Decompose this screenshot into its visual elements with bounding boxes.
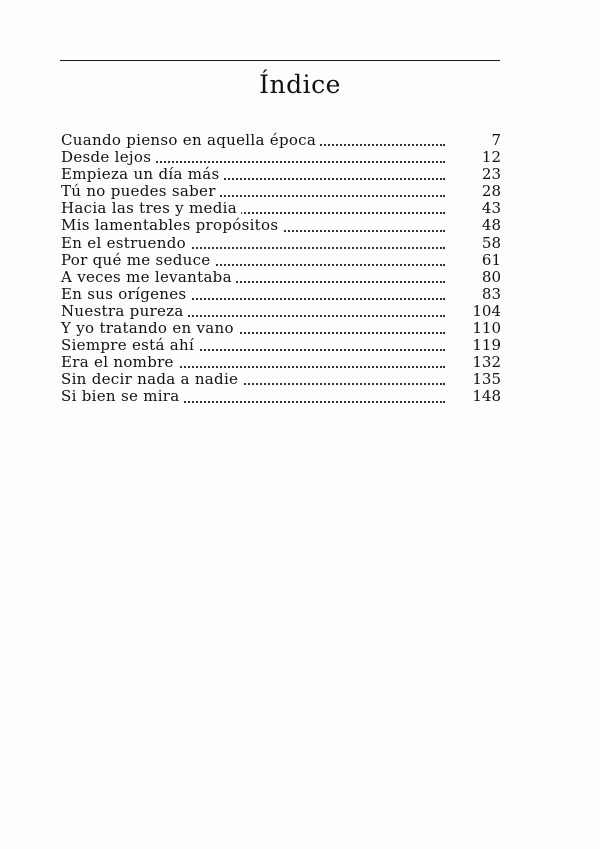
- toc-entry-title: En el estruendo: [61, 235, 190, 252]
- toc-entry-page: 7: [491, 131, 501, 149]
- toc-entry: [61, 269, 501, 286]
- table-of-contents: [61, 132, 501, 406]
- toc-entry-title: Desde lejos: [61, 149, 155, 166]
- toc-entry-title: Tú no puedes saber: [61, 183, 220, 200]
- toc-entry-page: 83: [481, 284, 501, 303]
- toc-entry-page: 12: [481, 148, 501, 167]
- toc-entry-title: Por qué me seduce: [61, 252, 214, 269]
- toc-entry-page: 80: [481, 267, 501, 286]
- toc-entry-title: Hacia las tres y media: [61, 200, 241, 217]
- toc-entry: [61, 200, 501, 217]
- toc-entry-title: En sus orígenes: [61, 286, 190, 303]
- toc-entry-title: Nuestra pureza: [61, 303, 188, 320]
- toc-entry: [61, 371, 501, 388]
- toc-entry: [61, 320, 501, 337]
- toc-entry-page: 48: [481, 216, 501, 235]
- toc-entry: [61, 388, 501, 405]
- toc-entry-title: Y yo tratando en vano: [61, 320, 238, 337]
- toc-entry-page: 110: [472, 319, 501, 338]
- toc-entry-title: A veces me levantaba: [61, 269, 236, 286]
- toc-entry: [61, 252, 501, 269]
- page-title: Índice: [259, 70, 341, 99]
- toc-entry-page: 23: [481, 165, 501, 184]
- toc-entry-page: 58: [481, 233, 501, 252]
- toc-entry-title: Mis lamentables propósitos: [61, 217, 282, 234]
- toc-entry-title: Cuando pienso en aquella época: [61, 132, 320, 149]
- toc-entry-title: Empieza un día más: [61, 166, 224, 183]
- header-rule: [60, 60, 500, 61]
- toc-entry-page: 104: [472, 301, 501, 320]
- toc-entry: [61, 132, 501, 149]
- toc-entry: [61, 235, 501, 252]
- toc-entry-page: 148: [472, 387, 501, 406]
- toc-entry-page: 28: [481, 182, 501, 201]
- toc-entry: [61, 149, 501, 166]
- toc-entry-page: 43: [481, 199, 501, 218]
- toc-entry-title: Siempre está ahí: [61, 337, 198, 354]
- toc-entry: [61, 217, 501, 234]
- toc-entry-page: 132: [472, 353, 501, 372]
- toc-entry-title: Sin decir nada a nadie: [61, 371, 242, 388]
- toc-entry: [61, 166, 501, 183]
- toc-entry-page: 119: [472, 336, 501, 355]
- toc-entry: [61, 183, 501, 200]
- toc-entry: [61, 303, 501, 320]
- toc-entry: [61, 286, 501, 303]
- toc-entry-title: Si bien se mira: [61, 388, 184, 405]
- toc-entry-page: 61: [481, 250, 501, 269]
- toc-entry: [61, 354, 501, 371]
- toc-entry-title: Era el nombre: [61, 354, 178, 371]
- toc-entry-page: 135: [472, 370, 501, 389]
- toc-entry: [61, 337, 501, 354]
